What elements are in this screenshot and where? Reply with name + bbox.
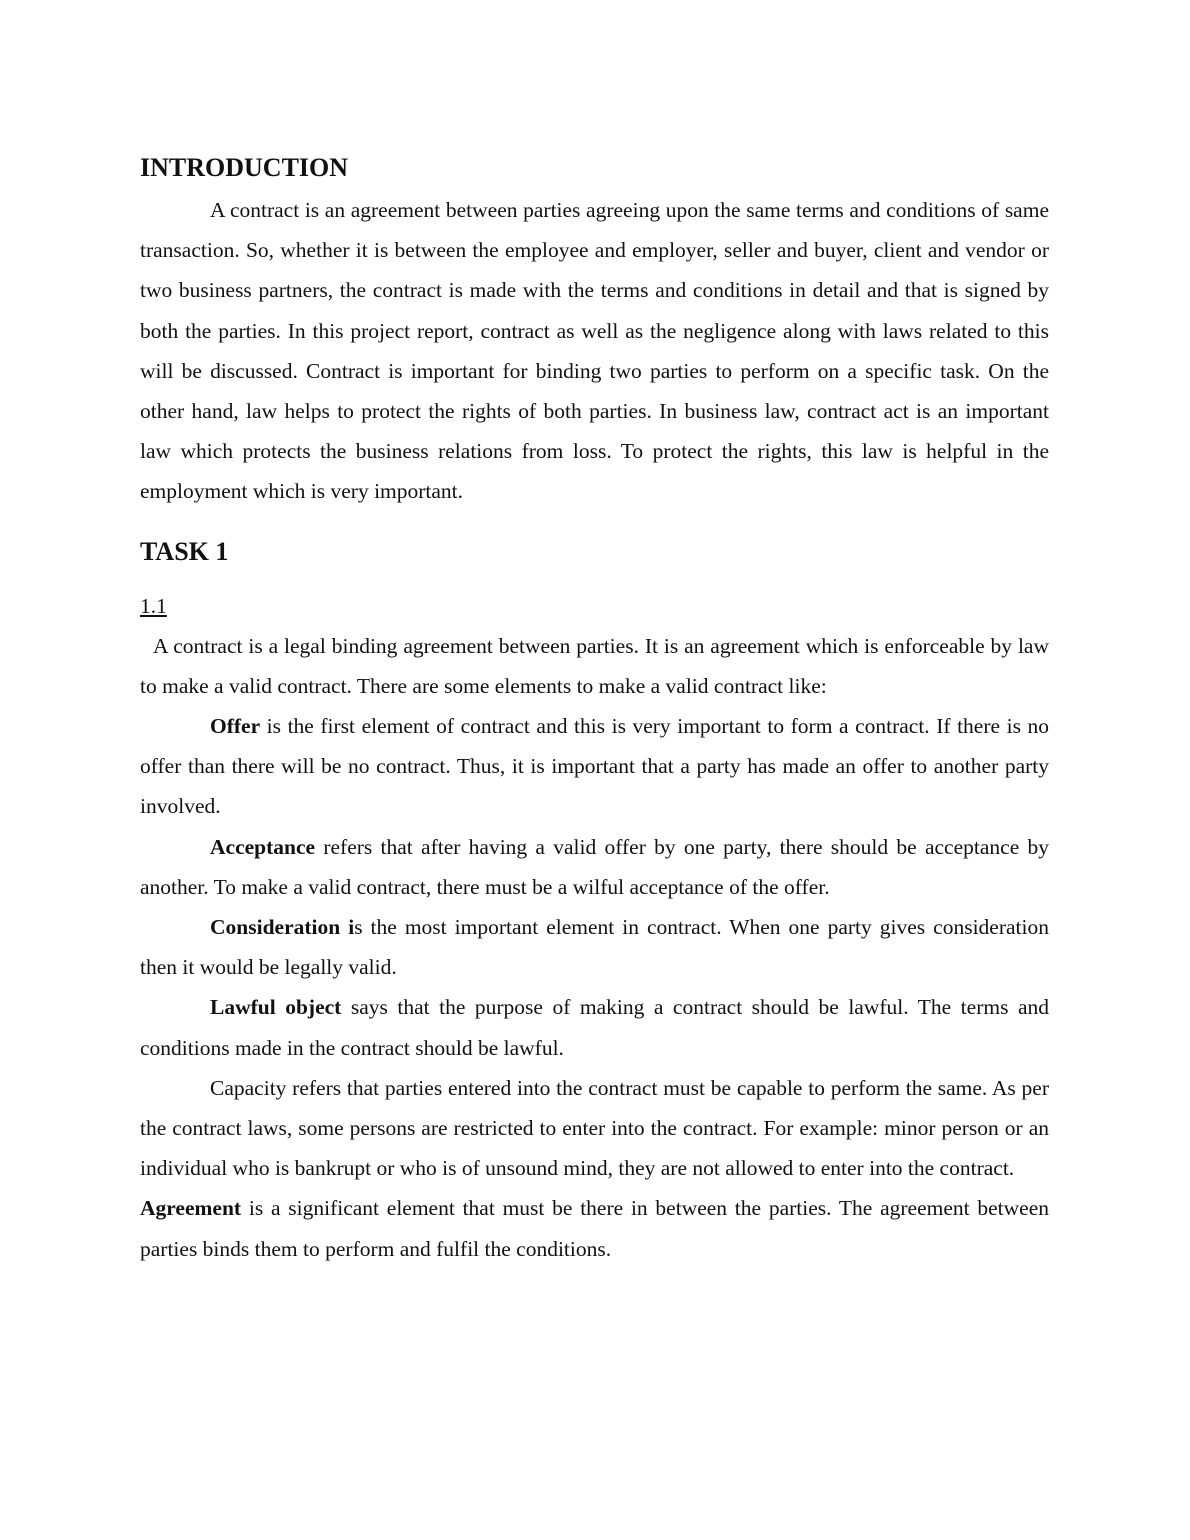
offer-paragraph [140, 706, 1049, 827]
capacity-paragraph: Capacity refers that parties entered into the contract must be capable to perform the same. As per the contract laws, some persons are restricted to enter into the contract. For example: minor person or an individual who is bankrupt or who is of unsound mind, they are not allowed to enter into the contract. [140, 1075, 1049, 1181]
offer-text: is the first element of contract and this is very important to form a contract. If there is no offer than there will be no contract. Thus, it is important that a party has made an offer to another party involved. [140, 714, 1049, 819]
introduction-paragraph: A contract is an agreement between parties agreeing upon the same terms and conditions of same transaction. So, whether it is between the employee and employer, seller and buyer, client and vendor or two business partners, the contract is made with the terms and conditions in detail and that is signed by both the parties. In this project report, contract as well as the negligence along with laws related to this will be discussed. Contract is important for binding two parties to perform on a specific task. On the other hand, law helps to protect the rights of both parties. In business law, contract act is an important law which protects the business relations from loss. To protect the rights, this law is helpful in the employment which is very important. [140, 198, 1049, 504]
acceptance-paragraph [140, 827, 1049, 907]
section-1-1-label: 1.1 [140, 593, 167, 618]
task1-lead-paragraph: A contract is a legal binding agreement between parties. It is an agreement which is enforceable by law to make a valid contract. There are some elements to make a valid contract like: [140, 633, 1049, 698]
lawful-object-text: says that the purpose of making a contract should be lawful. The terms and conditions made in the contract should be lawful. [140, 995, 1049, 1060]
agreement-paragraph [140, 1188, 1049, 1268]
agreement-text: is a significant element that must be there in between the parties. The agreement between parties binds them to perform and fulfil the conditions. [140, 1196, 1049, 1261]
consideration-paragraph [140, 907, 1049, 987]
task1-heading: TASK 1 [140, 536, 229, 566]
consideration-text: s the most important element in contract. When one party gives consideration then it would be legally valid. [140, 915, 1049, 980]
lawful-object-paragraph [140, 987, 1049, 1067]
acceptance-text: refers that after having a valid offer by one party, there should be acceptance by another. To make a valid contract, there must be a wilful acceptance of the offer. [140, 834, 1049, 899]
consideration-term: Consideration i [210, 915, 355, 940]
acceptance-term: Acceptance [210, 834, 316, 859]
lawful-object-term: Lawful object [210, 995, 342, 1020]
introduction-heading: INTRODUCTION [140, 153, 349, 182]
agreement-term: Agreement [140, 1196, 242, 1221]
document-page [140, 150, 1049, 1269]
offer-term: Offer [210, 714, 261, 739]
